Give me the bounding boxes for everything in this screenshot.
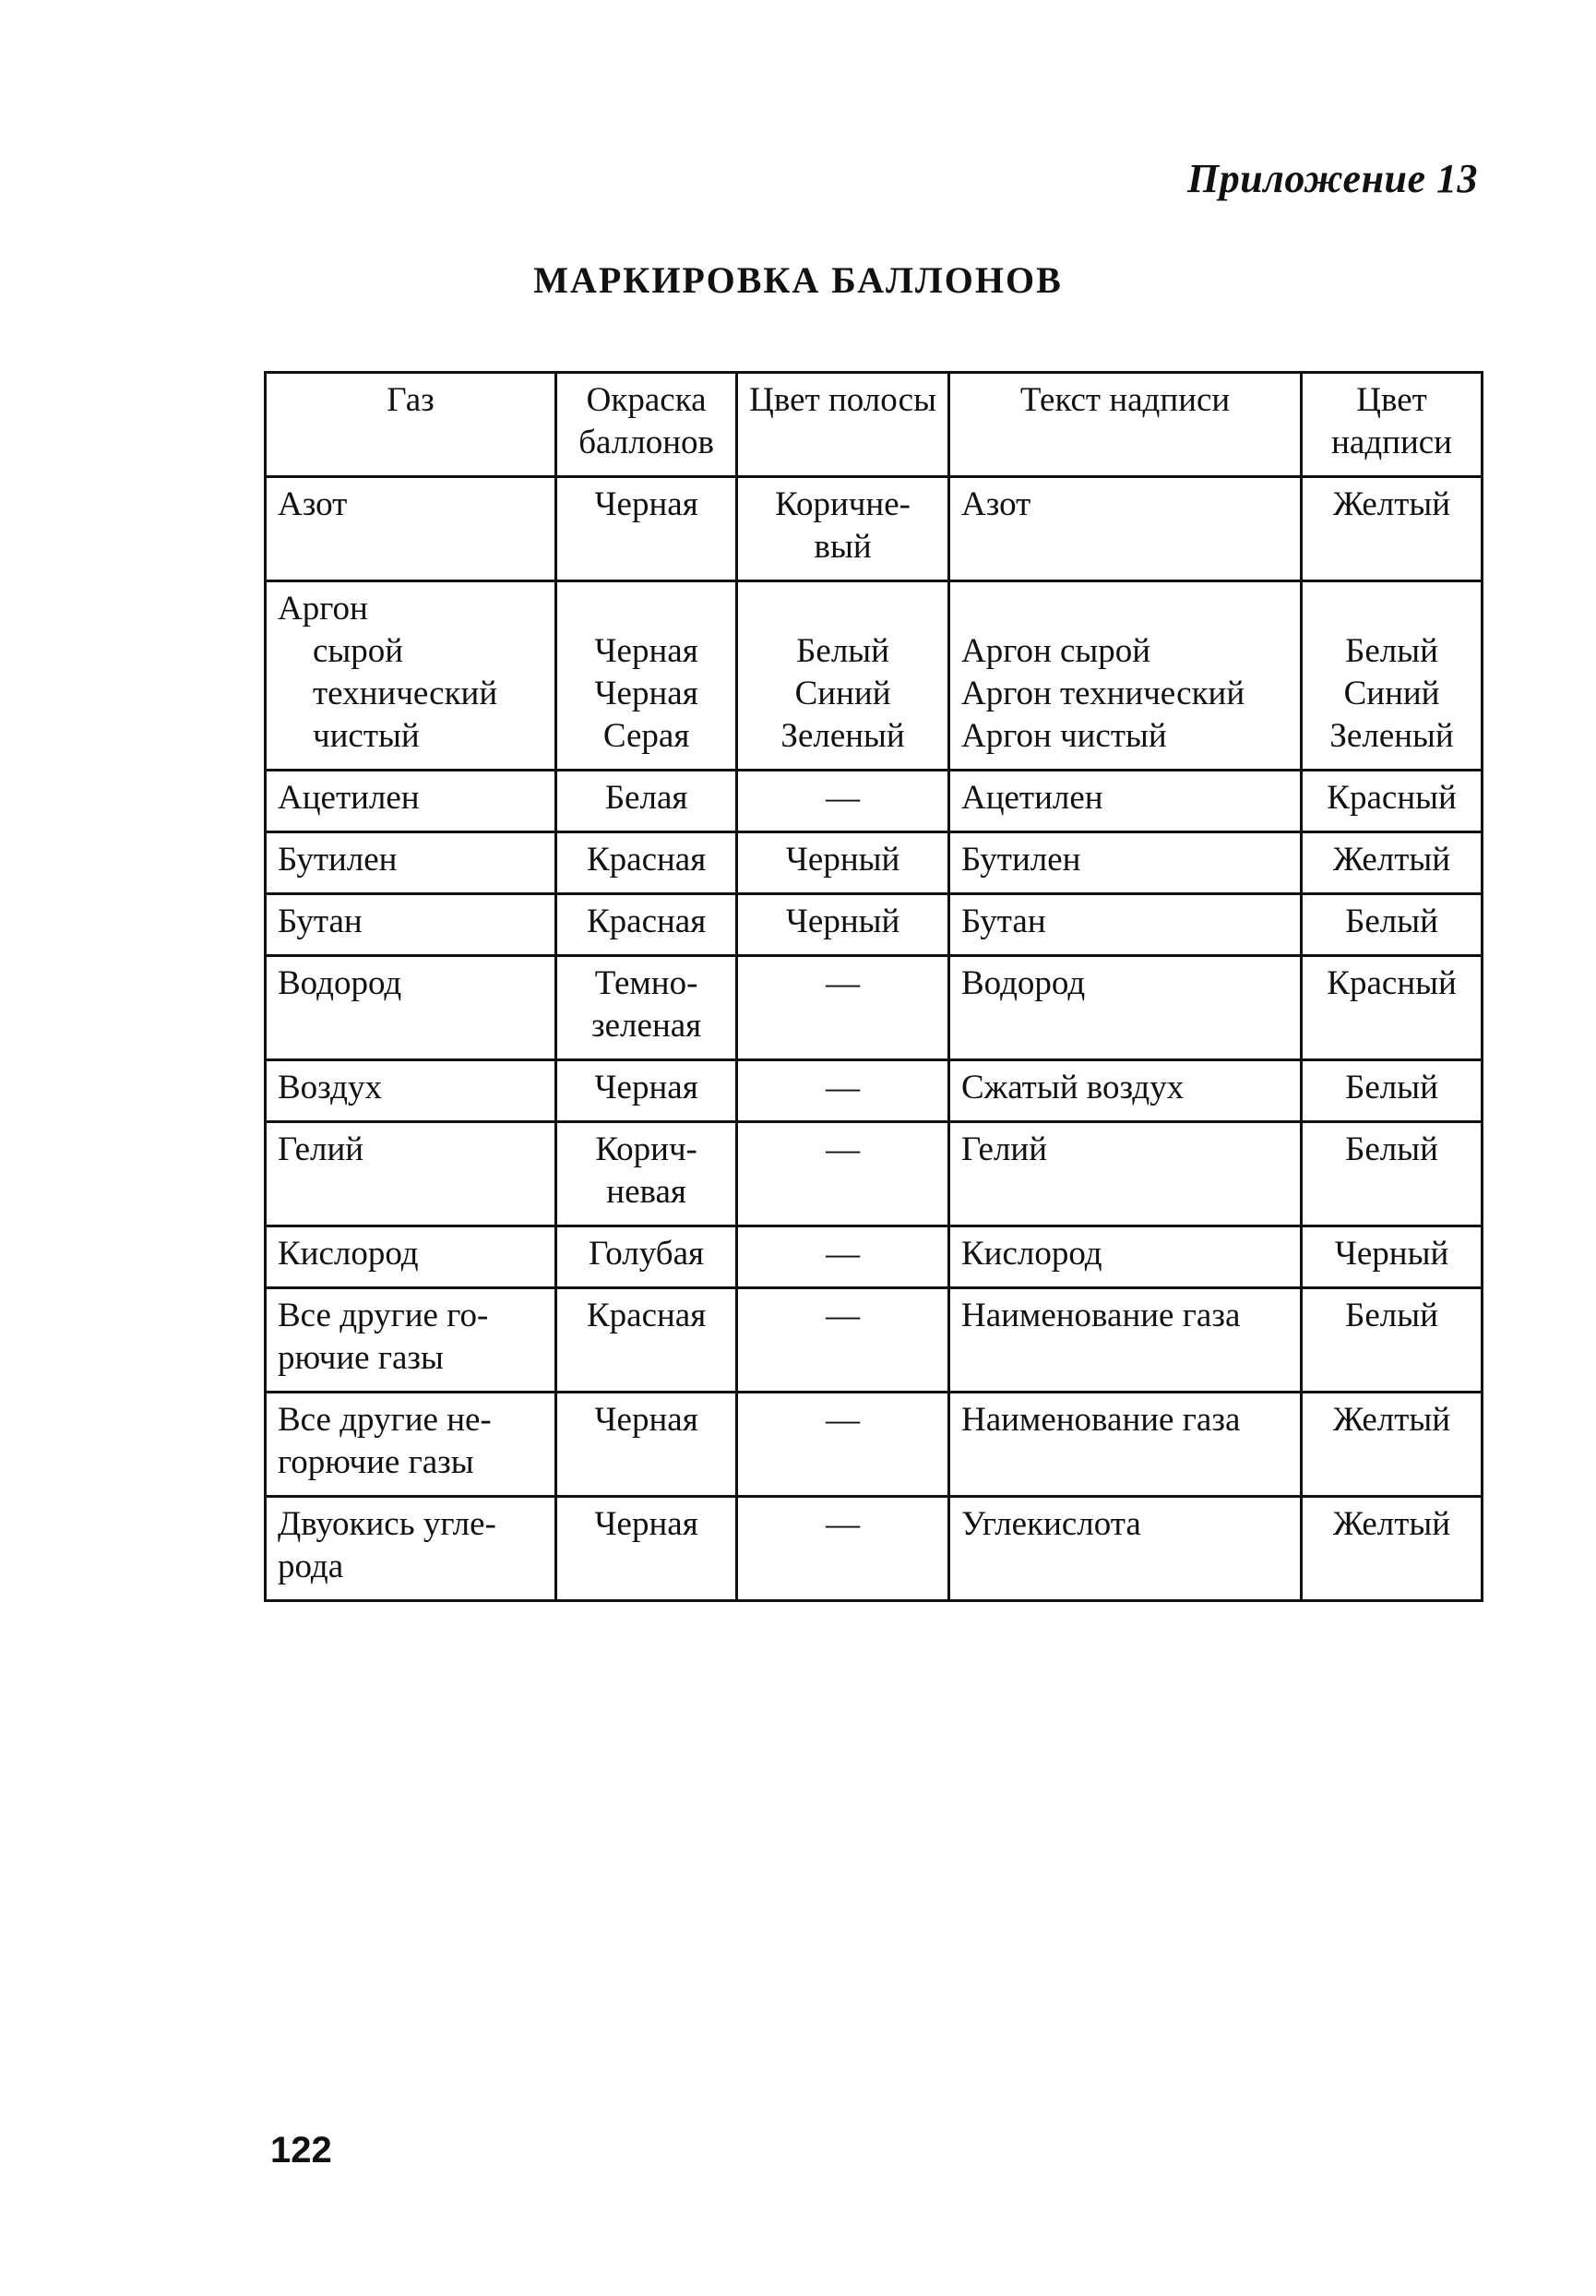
header-stripe: Цвет полосы bbox=[737, 373, 949, 477]
cell-stripe bbox=[737, 581, 949, 771]
cell-text-color: Красный bbox=[1302, 771, 1483, 832]
cell-text-color: Желтый bbox=[1302, 477, 1483, 581]
argon-text: Аргон чистый bbox=[960, 717, 1167, 755]
cell-text-color: Желтый bbox=[1302, 832, 1483, 894]
cell-text-color: Желтый bbox=[1302, 1497, 1483, 1601]
table-row bbox=[266, 956, 1483, 1060]
cell-paint: Темно-зеленая bbox=[556, 956, 737, 1060]
cell-text-color: Белый bbox=[1302, 1122, 1483, 1226]
cell-text: Азот bbox=[948, 477, 1301, 581]
table-row bbox=[266, 1122, 1483, 1226]
cell-text-color: Желтый bbox=[1302, 1393, 1483, 1497]
argon-subtype: чистый bbox=[313, 717, 420, 755]
cell-stripe: — bbox=[737, 1060, 949, 1122]
table-row bbox=[266, 894, 1483, 956]
cell-paint: Черная bbox=[556, 477, 737, 581]
cell-text-color: Красный bbox=[1302, 956, 1483, 1060]
argon-stripe: Синий bbox=[794, 675, 891, 712]
cell-stripe: — bbox=[737, 771, 949, 832]
page-title: МАРКИРОВКА БАЛЛОНОВ bbox=[533, 259, 1063, 301]
cell-paint: Красная bbox=[556, 894, 737, 956]
header-text: Текст надписи bbox=[948, 373, 1301, 477]
table-row bbox=[266, 1226, 1483, 1288]
cell-paint: Красная bbox=[556, 1288, 737, 1393]
cell-paint: Черная bbox=[556, 1393, 737, 1497]
cell-paint: Красная bbox=[556, 832, 737, 894]
argon-stripe: Белый bbox=[796, 632, 889, 670]
table-row bbox=[266, 477, 1483, 581]
argon-subtype: сырой bbox=[313, 632, 404, 670]
table-row bbox=[266, 1060, 1483, 1122]
cell-paint: Черная bbox=[556, 1060, 737, 1122]
cell-text-color: Белый bbox=[1302, 1288, 1483, 1393]
cell-paint: Корич-невая bbox=[556, 1122, 737, 1226]
header-text-color: Цвет надписи bbox=[1302, 373, 1483, 477]
cell-stripe: Черный bbox=[737, 832, 949, 894]
appendix-label: Приложение 13 bbox=[1187, 156, 1478, 201]
cell-text-color bbox=[1302, 581, 1483, 771]
cell-text-color: Белый bbox=[1302, 894, 1483, 956]
cell-text: Водород bbox=[948, 956, 1301, 1060]
cell-text: Кислород bbox=[948, 1226, 1301, 1288]
cell-stripe: — bbox=[737, 1393, 949, 1497]
argon-text-color: Зеленый bbox=[1329, 717, 1454, 755]
argon-paint: Черная bbox=[594, 632, 698, 670]
cell-gas: Ацетилен bbox=[266, 771, 556, 832]
header-paint: Окраска баллонов bbox=[556, 373, 737, 477]
cell-stripe: — bbox=[737, 1288, 949, 1393]
cell-stripe: — bbox=[737, 1497, 949, 1601]
table-row bbox=[266, 771, 1483, 832]
argon-paint: Черная bbox=[594, 675, 698, 712]
argon-paint: Серая bbox=[602, 717, 690, 755]
cell-text: Гелий bbox=[948, 1122, 1301, 1226]
cell-gas: Азот bbox=[266, 477, 556, 581]
cell-gas: Бутилен bbox=[266, 832, 556, 894]
cell-paint bbox=[556, 581, 737, 771]
cell-gas: Все другие го-рючие газы bbox=[266, 1288, 556, 1393]
cell-gas: Водород bbox=[266, 956, 556, 1060]
cell-stripe: — bbox=[737, 956, 949, 1060]
page-number: 122 bbox=[270, 2130, 332, 2170]
cell-text: Ацетилен bbox=[948, 771, 1301, 832]
cell-paint: Голубая bbox=[556, 1226, 737, 1288]
argon-text: Аргон технический bbox=[960, 675, 1245, 712]
cell-text-color: Черный bbox=[1302, 1226, 1483, 1288]
cell-gas: Бутан bbox=[266, 894, 556, 956]
cell-gas: Воздух bbox=[266, 1060, 556, 1122]
cell-gas: Гелий bbox=[266, 1122, 556, 1226]
argon-stripe: Зеленый bbox=[780, 717, 905, 755]
table-row bbox=[266, 1497, 1483, 1601]
cell-text: Наименование газа bbox=[948, 1393, 1301, 1497]
cell-text: Наименование газа bbox=[948, 1288, 1301, 1393]
cell-paint: Белая bbox=[556, 771, 737, 832]
cell-gas: Все другие не-горючие газы bbox=[266, 1393, 556, 1497]
argon-text: Аргон сырой bbox=[960, 632, 1151, 670]
cell-text: Сжатый воздух bbox=[948, 1060, 1301, 1122]
cell-stripe: Коричне-вый bbox=[737, 477, 949, 581]
cell-text: Углекислота bbox=[948, 1497, 1301, 1601]
table-row bbox=[266, 832, 1483, 894]
table-row-argon bbox=[266, 581, 1483, 771]
argon-name: Аргон bbox=[278, 590, 368, 628]
argon-text-color: Синий bbox=[1343, 675, 1440, 712]
cell-gas: Кислород bbox=[266, 1226, 556, 1288]
table-header-row bbox=[266, 373, 1483, 477]
cell-stripe: Черный bbox=[737, 894, 949, 956]
cell-text: Бутилен bbox=[948, 832, 1301, 894]
cell-gas bbox=[266, 581, 556, 771]
header-gas: Газ bbox=[266, 373, 556, 477]
argon-subtype: технический bbox=[313, 675, 498, 712]
table-row bbox=[266, 1393, 1483, 1497]
cell-paint: Черная bbox=[556, 1497, 737, 1601]
argon-text-color: Белый bbox=[1345, 632, 1438, 670]
table-row bbox=[266, 1288, 1483, 1393]
cell-text bbox=[948, 581, 1301, 771]
cell-gas: Двуокись угле-рода bbox=[266, 1497, 556, 1601]
cell-text: Бутан bbox=[948, 894, 1301, 956]
cell-stripe: — bbox=[737, 1226, 949, 1288]
cell-stripe: — bbox=[737, 1122, 949, 1226]
cell-text-color: Белый bbox=[1302, 1060, 1483, 1122]
marking-table bbox=[264, 371, 1483, 1602]
